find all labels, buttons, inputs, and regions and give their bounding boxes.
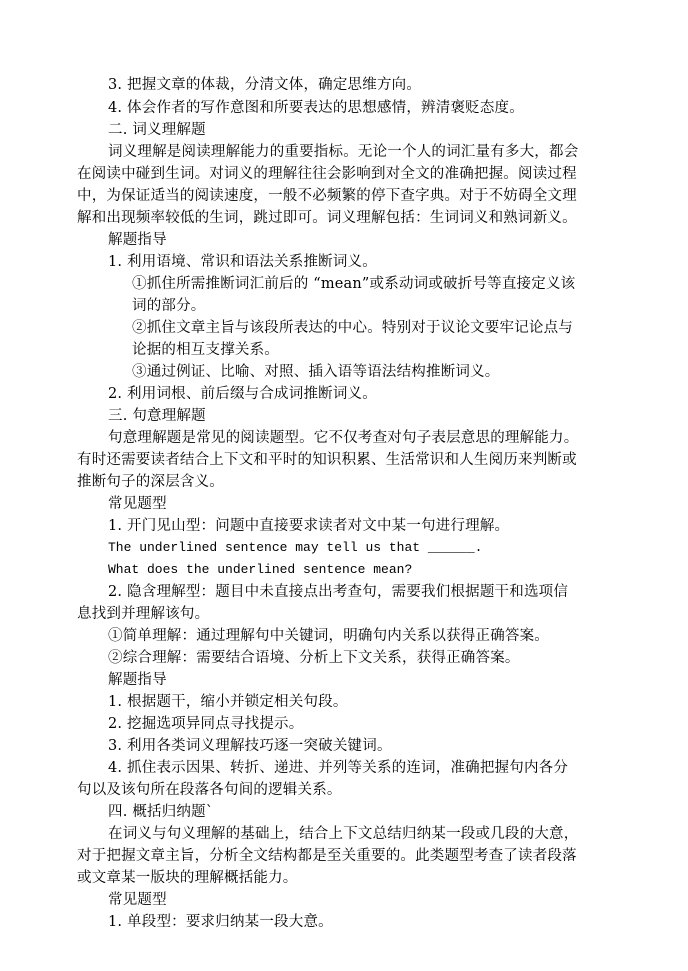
section-heading: 四. 概括归纳题` (108, 804, 214, 820)
example-sentence: The underlined sentence may tell us that ______. (108, 540, 483, 555)
text-line: 句意理解题是常见的阅读题型。它不仅考查对句子表层意思的理解能力。 (108, 430, 579, 446)
section-heading: 二. 词义理解题 (108, 122, 206, 138)
text-line: 或文章某一版块的理解概括能力。 (77, 870, 298, 886)
section-heading: 三. 句意理解题 (108, 408, 206, 424)
text-line: 1. 单段型：要求归纳某一段大意。 (108, 914, 333, 930)
subheading: 解题指导 (108, 672, 167, 688)
subheading: 常见题型 (108, 496, 167, 512)
text-line: 2. 挖掘选项异同点寻找提示。 (108, 716, 304, 732)
text-line: 解和出现频率较低的生词，跳过即可。词义理解包括：生词词义和熟词新义。 (77, 210, 577, 226)
text-line: 1. 利用语境、常识和语法关系推断词义。 (108, 254, 377, 270)
text-line: ③通过例证、比喻、对照、插入语等语法结构推断词义。 (132, 364, 500, 380)
text-line: 中，为保证适当的阅读速度，一般不必频繁的停下查字典。对于不妨碍全文理 (77, 188, 577, 204)
text-line: 2. 隐含理解型：题目中未直接点出考查句，需要我们根据题干和选项信 (108, 584, 569, 600)
text-line: 推断句子的深层含义。 (77, 474, 224, 490)
text-line: ①抓住所需推断词汇前后的 “mean”或系动词或破折号等直接定义该 (132, 276, 576, 292)
text-line: 对于把握文章主旨，分析全文结构都是至关重要的。此类题型考查了读者段落 (77, 848, 577, 864)
text-line: 2. 利用词根、前后缀与合成词推断词义。 (108, 386, 377, 402)
text-line: 1. 根据题干，缩小并锁定相关句段。 (108, 694, 348, 710)
example-sentence: What does the underlined sentence mean? (108, 562, 413, 577)
text-line: ②抓住文章主旨与该段所表达的中心。特别对于议论文要牢记论点与 (132, 320, 573, 336)
text-line: 息找到并理解该句。 (77, 606, 210, 622)
text-line: ①简单理解：通过理解句中关键词，明确句内关系以获得正确答案。 (108, 628, 549, 644)
text-line: 3. 利用各类词义理解技巧逐一突破关键词。 (108, 738, 392, 754)
text-line: 3. 把握文章的体裁，分清文体，确定思维方向。 (108, 77, 422, 93)
subheading: 常见题型 (108, 892, 167, 908)
text-line: 有时还需要读者结合上下文和平时的知识积累、生活常识和人生阅历来判断或 (77, 452, 577, 468)
text-line: 在阅读中碰到生词。对词义的理解往往会影响到对全文的准确把握。阅读过程 (77, 166, 577, 182)
subheading: 解题指导 (108, 232, 167, 248)
text-line: 词义理解是阅读理解能力的重要指标。无论一个人的词汇量有多大，都会 (108, 144, 579, 160)
text-line: 词的部分。 (132, 298, 206, 314)
text-line: ②综合理解：需要结合语境、分析上下文关系，获得正确答案。 (108, 650, 520, 666)
text-line: 1. 开门见山型：问题中直接要求读者对文中某一句进行理解。 (108, 518, 510, 534)
text-line: 句以及该句所在段落各句间的逻辑关系。 (77, 782, 342, 798)
text-line: 4. 抓住表示因果、转折、递进、并列等关系的连词，准确把握句内各分 (108, 760, 569, 776)
text-line: 论据的相互支撑关系。 (132, 342, 279, 358)
text-line: 4. 体会作者的写作意图和所要表达的思想感情，辨清褒贬态度。 (108, 100, 524, 116)
text-line: 在词义与句义理解的基础上，结合上下文总结归纳某一段或几段的大意， (108, 826, 579, 842)
